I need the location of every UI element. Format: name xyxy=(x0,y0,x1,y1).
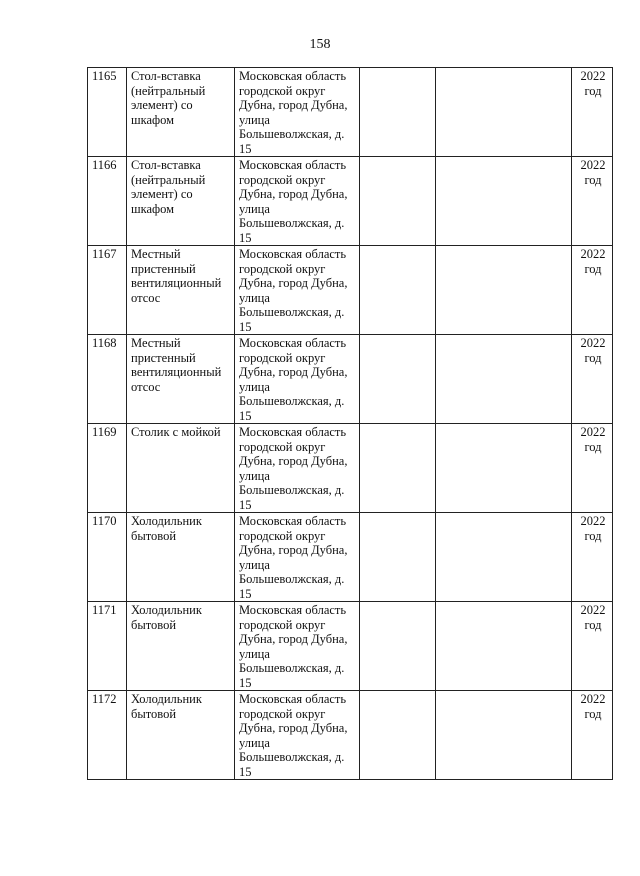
table-row xyxy=(88,68,613,157)
item-name-cell: Стол-вставка (нейтральный элемент) со шкафом xyxy=(127,157,235,246)
table-row xyxy=(88,691,613,780)
address-cell: Московская область городской округ Дубна, город Дубна, улица Большеволжская, д. 15 xyxy=(235,691,360,780)
row-number-cell: 1167 xyxy=(88,246,127,335)
address-cell: Московская область городской округ Дубна, город Дубна, улица Большеволжская, д. 15 xyxy=(235,602,360,691)
year-text: 2022 год xyxy=(580,336,606,365)
row-number-cell: 1166 xyxy=(88,157,127,246)
address-cell: Московская область городской округ Дубна, город Дубна, улица Большеволжская, д. 15 xyxy=(235,68,360,157)
empty-cell xyxy=(360,602,436,691)
row-number-cell: 1168 xyxy=(88,335,127,424)
table-body xyxy=(88,68,613,780)
year-text: 2022 год xyxy=(580,603,606,632)
row-number-cell: 1169 xyxy=(88,424,127,513)
table-row xyxy=(88,157,613,246)
year-cell xyxy=(572,246,613,335)
year-cell xyxy=(572,68,613,157)
item-name-cell: Местный пристенный вентиляционный отсос xyxy=(127,335,235,424)
empty-cell xyxy=(436,68,572,157)
item-name-cell: Холодильник бытовой xyxy=(127,602,235,691)
year-text: 2022 год xyxy=(580,158,606,187)
address-cell: Московская область городской округ Дубна, город Дубна, улица Большеволжская, д. 15 xyxy=(235,335,360,424)
year-text: 2022 год xyxy=(580,69,606,98)
empty-cell xyxy=(436,513,572,602)
empty-cell xyxy=(360,68,436,157)
empty-cell xyxy=(436,157,572,246)
address-cell: Московская область городской округ Дубна, город Дубна, улица Большеволжская, д. 15 xyxy=(235,424,360,513)
row-number-cell: 1171 xyxy=(88,602,127,691)
address-cell: Московская область городской округ Дубна, город Дубна, улица Большеволжская, д. 15 xyxy=(235,246,360,335)
property-table xyxy=(87,67,613,780)
empty-cell xyxy=(360,157,436,246)
empty-cell xyxy=(436,602,572,691)
year-cell xyxy=(572,513,613,602)
year-cell xyxy=(572,602,613,691)
address-cell: Московская область городской округ Дубна, город Дубна, улица Большеволжская, д. 15 xyxy=(235,157,360,246)
year-text: 2022 год xyxy=(580,425,606,454)
year-text: 2022 год xyxy=(580,692,606,721)
table-row xyxy=(88,602,613,691)
empty-cell xyxy=(360,513,436,602)
item-name-cell: Местный пристенный вентиляционный отсос xyxy=(127,246,235,335)
table-row xyxy=(88,246,613,335)
year-text: 2022 год xyxy=(580,514,606,543)
empty-cell xyxy=(360,335,436,424)
item-name-cell: Холодильник бытовой xyxy=(127,691,235,780)
empty-cell xyxy=(360,691,436,780)
row-number-cell: 1170 xyxy=(88,513,127,602)
empty-cell xyxy=(436,691,572,780)
empty-cell xyxy=(360,246,436,335)
row-number-cell: 1165 xyxy=(88,68,127,157)
item-name-cell: Стол-вставка (нейтральный элемент) со шкафом xyxy=(127,68,235,157)
year-cell xyxy=(572,335,613,424)
table-row xyxy=(88,424,613,513)
empty-cell xyxy=(436,246,572,335)
table-row xyxy=(88,513,613,602)
item-name-cell: Холодильник бытовой xyxy=(127,513,235,602)
year-cell xyxy=(572,157,613,246)
year-cell xyxy=(572,691,613,780)
empty-cell xyxy=(436,424,572,513)
year-text: 2022 год xyxy=(580,247,606,276)
row-number-cell: 1172 xyxy=(88,691,127,780)
address-cell: Московская область городской округ Дубна, город Дубна, улица Большеволжская, д. 15 xyxy=(235,513,360,602)
year-cell xyxy=(572,424,613,513)
empty-cell xyxy=(360,424,436,513)
page-number: 158 xyxy=(309,37,331,52)
empty-cell xyxy=(436,335,572,424)
item-name-cell: Столик с мойкой xyxy=(127,424,235,513)
table-row xyxy=(88,335,613,424)
